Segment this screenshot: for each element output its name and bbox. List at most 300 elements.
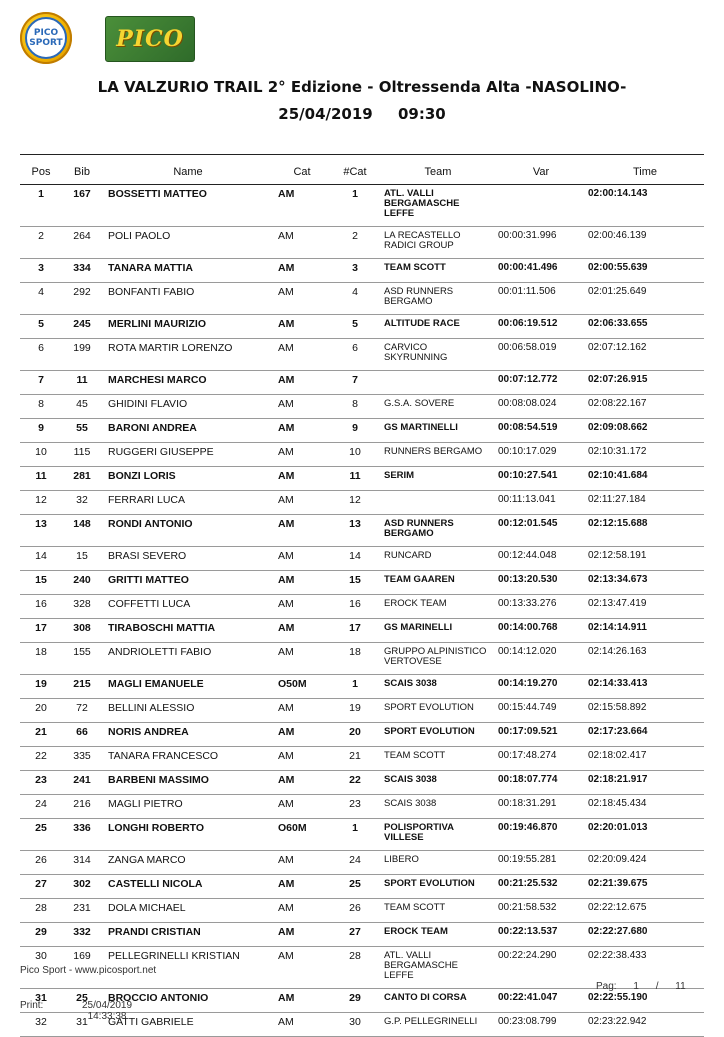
cell-cat-rank: 26 (330, 899, 380, 923)
cell-time: 02:14:14.911 (586, 619, 704, 643)
table-row (20, 747, 704, 771)
table-row (20, 851, 704, 875)
cell-pos: 18 (20, 643, 62, 675)
cell-gap: 00:06:19.512 (496, 315, 586, 339)
cell-cat: AM (274, 515, 330, 547)
cell-gap: 00:06:58.019 (496, 339, 586, 371)
team-line: G.S.A. SOVERE (384, 398, 455, 409)
cell-time: 02:18:45.434 (586, 795, 704, 819)
table-row (20, 443, 704, 467)
cell-gap: 00:12:44.048 (496, 547, 586, 571)
team-line: RUNNERS BERGAMO (384, 446, 483, 457)
cell-bib: 72 (62, 699, 102, 723)
page-label: Pag: (596, 981, 617, 992)
cell-cat-rank: 25 (330, 875, 380, 899)
cell-pos: 9 (20, 419, 62, 443)
table-row (20, 395, 704, 419)
cell-pos: 32 (20, 1013, 62, 1037)
cell-team (380, 699, 496, 723)
team-line: GS MARINELLI (384, 622, 453, 633)
cell-cat-rank: 7 (330, 371, 380, 395)
table-row (20, 185, 704, 227)
cell-cat-rank: 27 (330, 923, 380, 947)
cell-pos: 1 (20, 185, 62, 227)
team-line: SCAIS 3038 (384, 798, 437, 809)
cell-name: BARBENI MASSIMO (102, 771, 274, 795)
cell-gap: 00:21:58.532 (496, 899, 586, 923)
cell-cat-rank: 22 (330, 771, 380, 795)
cell-gap: 00:08:08.024 (496, 395, 586, 419)
cell-bib: 292 (62, 283, 102, 315)
cell-time: 02:13:34.673 (586, 571, 704, 595)
cell-team (380, 419, 496, 443)
table-row (20, 491, 704, 515)
cell-time: 02:14:26.163 (586, 643, 704, 675)
cell-bib: 281 (62, 467, 102, 491)
cell-cat: AM (274, 771, 330, 795)
cell-cat-rank: 1 (330, 675, 380, 699)
cell-name: LONGHI ROBERTO (102, 819, 274, 851)
print-time: 14:33:38 (87, 1011, 127, 1022)
cell-cat-rank: 17 (330, 619, 380, 643)
cell-time: 02:08:22.167 (586, 395, 704, 419)
results-body (20, 185, 704, 1037)
table-row (20, 643, 704, 675)
cell-cat-rank: 1 (330, 819, 380, 851)
team-line: TEAM SCOTT (384, 262, 446, 273)
cell-cat-rank: 1 (330, 185, 380, 227)
cell-bib: 66 (62, 723, 102, 747)
cell-team (380, 989, 496, 1013)
cell-gap: 00:19:46.870 (496, 819, 586, 851)
cell-cat: AM (274, 923, 330, 947)
cell-cat: AM (274, 315, 330, 339)
cell-time: 02:11:27.184 (586, 491, 704, 515)
pico-sport-logo-badge (25, 17, 67, 59)
team-line: SPORT EVOLUTION (384, 702, 474, 713)
cell-name: MAGLI EMANUELE (102, 675, 274, 699)
cell-cat: AM (274, 571, 330, 595)
cell-pos: 16 (20, 595, 62, 619)
cell-pos: 10 (20, 443, 62, 467)
cell-gap: 00:13:33.276 (496, 595, 586, 619)
cell-team (380, 595, 496, 619)
cell-team (380, 467, 496, 491)
cell-cat-rank: 24 (330, 851, 380, 875)
cell-cat-rank: 9 (330, 419, 380, 443)
cell-time: 02:12:58.191 (586, 547, 704, 571)
cell-gap: 00:12:01.545 (496, 515, 586, 547)
team-line: VERTOVESE (384, 656, 442, 667)
cell-time: 02:01:25.649 (586, 283, 704, 315)
cell-gap: 00:18:31.291 (496, 795, 586, 819)
cell-cat-rank: 6 (330, 339, 380, 371)
cell-bib: 241 (62, 771, 102, 795)
cell-cat-rank: 13 (330, 515, 380, 547)
cell-pos: 6 (20, 339, 62, 371)
cell-name: DOLA MICHAEL (102, 899, 274, 923)
team-line: BERGAMASCHE (384, 960, 458, 971)
team-line: ASD RUNNERS (384, 286, 454, 297)
team-line: SPORT EVOLUTION (384, 878, 475, 889)
cell-bib: 25 (62, 989, 102, 1013)
cell-team (380, 185, 496, 227)
team-line: BERGAMASCHE (384, 198, 460, 209)
cell-pos: 19 (20, 675, 62, 699)
team-line: GS MARTINELLI (384, 422, 458, 433)
table-row (20, 467, 704, 491)
team-line: SCAIS 3038 (384, 774, 437, 785)
cell-time: 02:23:22.942 (586, 1013, 704, 1037)
col-header-bib: Bib (62, 160, 102, 185)
table-row (20, 923, 704, 947)
cell-bib: 167 (62, 185, 102, 227)
print-label: Print: (20, 1000, 44, 1011)
cell-team (380, 443, 496, 467)
cell-time: 02:06:33.655 (586, 315, 704, 339)
cell-bib: 215 (62, 675, 102, 699)
cell-cat: AM (274, 259, 330, 283)
cell-cat: AM (274, 443, 330, 467)
cell-bib: 264 (62, 227, 102, 259)
cell-bib: 328 (62, 595, 102, 619)
cell-bib: 155 (62, 643, 102, 675)
cell-bib: 245 (62, 315, 102, 339)
race-time: 09:30 (397, 105, 446, 123)
race-date: 25/04/2019 (278, 105, 373, 123)
cell-time: 02:10:41.684 (586, 467, 704, 491)
team-line: G.P. PELLEGRINELLI (384, 1016, 478, 1027)
cell-cat-rank: 30 (330, 1013, 380, 1037)
cell-cat: AM (274, 339, 330, 371)
cell-cat-rank: 11 (330, 467, 380, 491)
table-row (20, 699, 704, 723)
pico-brand-logo (105, 16, 195, 62)
col-header-var: Var (496, 160, 586, 185)
table-row (20, 547, 704, 571)
cell-team (380, 643, 496, 675)
table-row (20, 339, 704, 371)
cell-pos: 31 (20, 989, 62, 1013)
table-row (20, 875, 704, 899)
cell-team (380, 923, 496, 947)
cell-gap: 00:14:19.270 (496, 675, 586, 699)
cell-cat: AM (274, 747, 330, 771)
cell-name: MAGLI PIETRO (102, 795, 274, 819)
cell-name: GATTI GABRIELE (102, 1013, 274, 1037)
cell-cat-rank: 2 (330, 227, 380, 259)
cell-gap: 00:21:25.532 (496, 875, 586, 899)
cell-team (380, 771, 496, 795)
page-total: 11 (675, 981, 686, 992)
table-row (20, 259, 704, 283)
cell-name: MERLINI MAURIZIO (102, 315, 274, 339)
team-line: RUNCARD (384, 550, 432, 561)
table-row (20, 899, 704, 923)
cell-bib: 115 (62, 443, 102, 467)
cell-time: 02:09:08.662 (586, 419, 704, 443)
cell-name: BARONI ANDREA (102, 419, 274, 443)
race-title: LA VALZURIO TRAIL 2° Edizione - Oltressenda Alta -NASOLINO- (97, 78, 627, 96)
team-line: SKYRUNNING (384, 352, 448, 363)
cell-gap: 00:22:41.047 (496, 989, 586, 1013)
col-header-team: Team (380, 160, 496, 185)
cell-cat: AM (274, 185, 330, 227)
cell-cat-rank: 4 (330, 283, 380, 315)
table-row (20, 515, 704, 547)
cell-gap: 00:10:17.029 (496, 443, 586, 467)
cell-cat-rank: 3 (330, 259, 380, 283)
cell-cat: AM (274, 619, 330, 643)
cell-time: 02:15:58.892 (586, 699, 704, 723)
cell-cat-rank: 8 (330, 395, 380, 419)
cell-bib: 216 (62, 795, 102, 819)
cell-time: 02:07:12.162 (586, 339, 704, 371)
footer-site: Pico Sport - www.picosport.net (20, 965, 157, 976)
cell-team (380, 819, 496, 851)
cell-pos: 8 (20, 395, 62, 419)
cell-cat: AM (274, 795, 330, 819)
cell-name: MARCHESI MARCO (102, 371, 274, 395)
table-row (20, 371, 704, 395)
team-line: EROCK TEAM (384, 926, 448, 937)
cell-team (380, 619, 496, 643)
cell-team (380, 315, 496, 339)
table-row (20, 675, 704, 699)
cell-cat-rank: 28 (330, 947, 380, 989)
team-line: SPORT EVOLUTION (384, 726, 475, 737)
col-header-pos: Pos (20, 160, 62, 185)
cell-name: RUGGERI GIUSEPPE (102, 443, 274, 467)
cell-name: BOSSETTI MATTEO (102, 185, 274, 227)
table-row (20, 771, 704, 795)
cell-bib: 11 (62, 371, 102, 395)
cell-name: POLI PAOLO (102, 227, 274, 259)
cell-gap: 00:11:13.041 (496, 491, 586, 515)
cell-gap: 00:14:00.768 (496, 619, 586, 643)
team-line: TEAM GAAREN (384, 574, 455, 585)
cell-cat: AM (274, 851, 330, 875)
cell-pos: 24 (20, 795, 62, 819)
cell-name: PRANDI CRISTIAN (102, 923, 274, 947)
col-header-ncat: #Cat (330, 160, 380, 185)
cell-cat: AM (274, 723, 330, 747)
cell-cat-rank: 14 (330, 547, 380, 571)
table-row (20, 283, 704, 315)
cell-pos: 26 (20, 851, 62, 875)
cell-team (380, 227, 496, 259)
table-row (20, 571, 704, 595)
cell-name: NORIS ANDREA (102, 723, 274, 747)
team-line: ATL. VALLI (384, 950, 432, 961)
col-header-name: Name (102, 160, 274, 185)
cell-time: 02:22:12.675 (586, 899, 704, 923)
brand-logo-text: PICO (116, 26, 184, 52)
cell-time: 02:10:31.172 (586, 443, 704, 467)
cell-team (380, 899, 496, 923)
cell-gap: 00:10:27.541 (496, 467, 586, 491)
cell-pos: 15 (20, 571, 62, 595)
cell-cat-rank: 29 (330, 989, 380, 1013)
team-line: GRUPPO ALPINISTICO (384, 646, 487, 657)
cell-pos: 13 (20, 515, 62, 547)
page-current: 1 (633, 981, 639, 992)
cell-team (380, 395, 496, 419)
cell-bib: 334 (62, 259, 102, 283)
cell-cat-rank: 18 (330, 643, 380, 675)
cell-pos: 4 (20, 283, 62, 315)
cell-bib: 308 (62, 619, 102, 643)
cell-pos: 7 (20, 371, 62, 395)
team-line: SERIM (384, 470, 415, 481)
cell-gap: 00:17:48.274 (496, 747, 586, 771)
table-row (20, 795, 704, 819)
cell-cat: AM (274, 395, 330, 419)
cell-gap: 00:18:07.774 (496, 771, 586, 795)
cell-cat: AM (274, 467, 330, 491)
cell-team (380, 1013, 496, 1037)
cell-name: PELLEGRINELLI KRISTIAN (102, 947, 274, 989)
cell-bib: 302 (62, 875, 102, 899)
cell-bib: 231 (62, 899, 102, 923)
table-header-row (20, 160, 704, 185)
cell-time: 02:00:14.143 (586, 185, 704, 227)
cell-name: ANDRIOLETTI FABIO (102, 643, 274, 675)
cell-pos: 21 (20, 723, 62, 747)
results-table (20, 160, 704, 1037)
cell-name: ROTA MARTIR LORENZO (102, 339, 274, 371)
cell-gap: 00:08:54.519 (496, 419, 586, 443)
cell-team (380, 875, 496, 899)
col-header-cat: Cat (274, 160, 330, 185)
team-line: POLISPORTIVA (384, 822, 455, 833)
page-separator: / (655, 981, 659, 992)
col-header-time: Time (586, 160, 704, 185)
team-line: ALTITUDE RACE (384, 318, 460, 329)
cell-cat: AM (274, 875, 330, 899)
cell-name: BROCCIO ANTONIO (102, 989, 274, 1013)
team-line: ATL. VALLI (384, 188, 434, 199)
cell-time: 02:21:39.675 (586, 875, 704, 899)
cell-name: BONZI LORIS (102, 467, 274, 491)
cell-name: FERRARI LUCA (102, 491, 274, 515)
pico-sport-logo (20, 12, 72, 64)
cell-cat-rank: 21 (330, 747, 380, 771)
cell-time: 02:13:47.419 (586, 595, 704, 619)
cell-cat: AM (274, 491, 330, 515)
team-line: CARVICO (384, 342, 428, 353)
cell-bib: 336 (62, 819, 102, 851)
cell-pos: 2 (20, 227, 62, 259)
cell-team (380, 371, 496, 395)
cell-pos: 17 (20, 619, 62, 643)
cell-cat-rank: 5 (330, 315, 380, 339)
cell-gap: 00:07:12.772 (496, 371, 586, 395)
team-line: EROCK TEAM (384, 598, 447, 609)
cell-name: TIRABOSCHI MATTIA (102, 619, 274, 643)
cell-bib: 15 (62, 547, 102, 571)
cell-time: 02:07:26.915 (586, 371, 704, 395)
cell-team (380, 747, 496, 771)
cell-pos: 30 (20, 947, 62, 989)
cell-cat-rank: 10 (330, 443, 380, 467)
cell-time: 02:12:15.688 (586, 515, 704, 547)
cell-cat-rank: 19 (330, 699, 380, 723)
cell-gap (496, 185, 586, 227)
cell-name: GRITTI MATTEO (102, 571, 274, 595)
cell-gap: 00:23:08.799 (496, 1013, 586, 1037)
print-timestamp (82, 1000, 132, 1022)
cell-time: 02:00:55.639 (586, 259, 704, 283)
team-line: BERGAMO (384, 296, 433, 307)
cell-team (380, 339, 496, 371)
cell-time: 02:18:02.417 (586, 747, 704, 771)
cell-pos: 20 (20, 699, 62, 723)
cell-cat: AM (274, 699, 330, 723)
cell-cat-rank: 20 (330, 723, 380, 747)
team-line: RADICI GROUP (384, 240, 454, 251)
cell-gap: 00:22:13.537 (496, 923, 586, 947)
cell-cat: AM (274, 899, 330, 923)
cell-cat: AM (274, 371, 330, 395)
cell-bib: 335 (62, 747, 102, 771)
table-row (20, 419, 704, 443)
cell-time: 02:00:46.139 (586, 227, 704, 259)
cell-cat-rank: 12 (330, 491, 380, 515)
cell-name: GHIDINI FLAVIO (102, 395, 274, 419)
cell-gap: 00:14:12.020 (496, 643, 586, 675)
team-line: SCAIS 3038 (384, 678, 437, 689)
table-row (20, 595, 704, 619)
cell-bib: 314 (62, 851, 102, 875)
cell-name: TANARA FRANCESCO (102, 747, 274, 771)
cell-cat-rank: 15 (330, 571, 380, 595)
table-row (20, 723, 704, 747)
team-line: TEAM SCOTT (384, 750, 446, 761)
cell-pos: 12 (20, 491, 62, 515)
cell-gap: 00:17:09.521 (496, 723, 586, 747)
cell-name: COFFETTI LUCA (102, 595, 274, 619)
cell-cat: AM (274, 989, 330, 1013)
team-line: BERGAMO (384, 528, 434, 539)
table-row (20, 819, 704, 851)
cell-team (380, 259, 496, 283)
page-indicator (596, 981, 686, 992)
cell-team (380, 547, 496, 571)
cell-team (380, 851, 496, 875)
team-line: LEFFE (384, 208, 415, 219)
cell-gap: 00:13:20.530 (496, 571, 586, 595)
cell-name: RONDI ANTONIO (102, 515, 274, 547)
table-row (20, 315, 704, 339)
cell-cat: AM (274, 595, 330, 619)
cell-cat: AM (274, 643, 330, 675)
cell-pos: 11 (20, 467, 62, 491)
cell-team (380, 283, 496, 315)
cell-pos: 5 (20, 315, 62, 339)
cell-time: 02:22:38.433 (586, 947, 704, 989)
cell-pos: 27 (20, 875, 62, 899)
cell-gap: 00:15:44.749 (496, 699, 586, 723)
team-line: ASD RUNNERS (384, 518, 454, 529)
cell-bib: 45 (62, 395, 102, 419)
cell-time: 02:20:09.424 (586, 851, 704, 875)
cell-name: TANARA MATTIA (102, 259, 274, 283)
logo-text-line1: PICO (33, 28, 59, 38)
cell-name: BONFANTI FABIO (102, 283, 274, 315)
race-datetime (0, 105, 724, 123)
cell-bib: 55 (62, 419, 102, 443)
